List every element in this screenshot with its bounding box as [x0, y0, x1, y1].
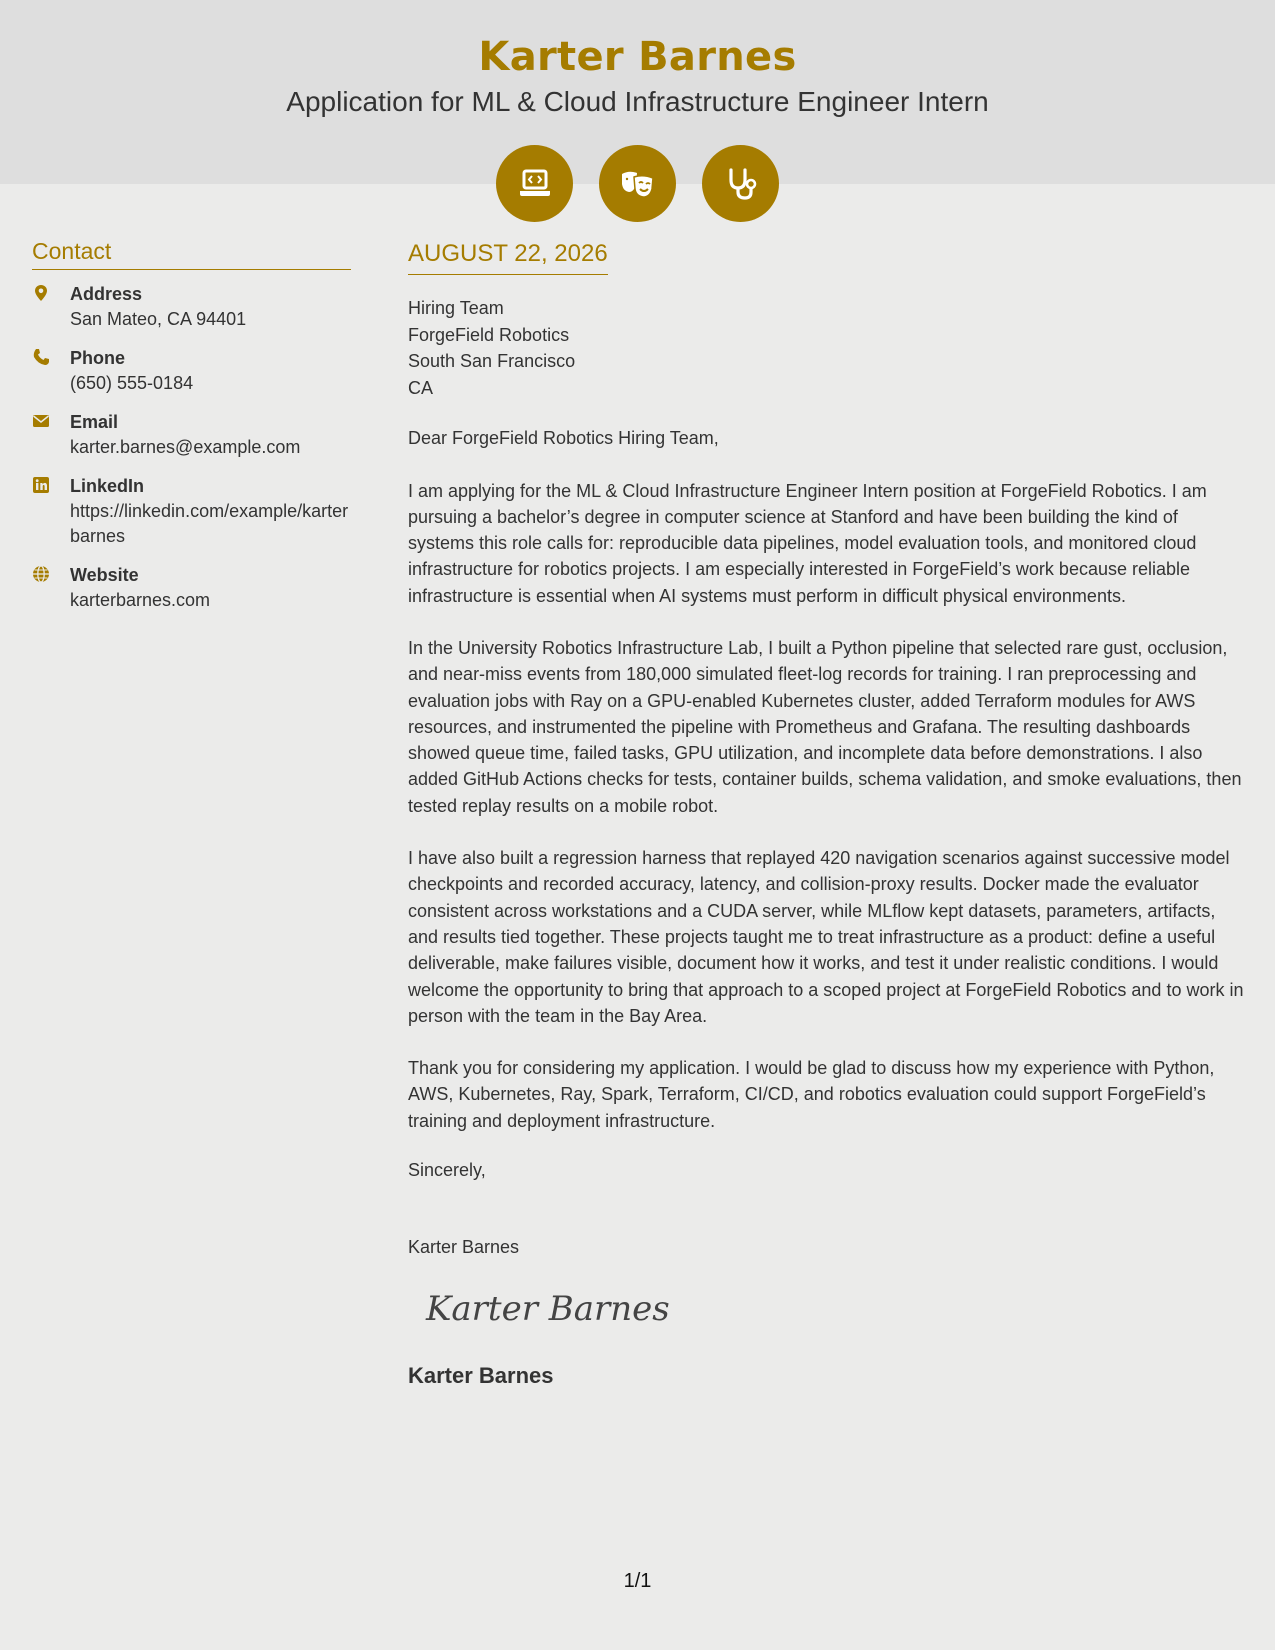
recipient-line: South San Francisco: [408, 351, 576, 371]
stethoscope-icon: [702, 145, 779, 222]
closing: Sincerely,: [408, 1160, 486, 1181]
website-value[interactable]: karterbarnes.com: [70, 590, 211, 610]
interest-icons: [496, 145, 779, 223]
recipient-line: ForgeField Robotics: [408, 324, 570, 345]
recipient-line: Hiring Team: [408, 298, 504, 318]
phone-value: (650) 555-0184: [70, 373, 194, 393]
email-value[interactable]: karter.barnes@example.com: [70, 437, 301, 457]
contact-sidebar: [32, 238, 351, 627]
signature-text: Karter Barnes: [426, 1289, 670, 1330]
phone-label: Phone: [70, 348, 126, 368]
envelope-icon: [32, 410, 70, 460]
body-paragraph: Thank you for considering my application. I would be glad to discuss how my experience with Python, AWS, Kubernetes, Ray, Spark, Terraform, CI/CD, and robotics evaluation could support ForgeField’s training and deployment infrastructure.: [408, 1058, 1215, 1131]
sign-off-name: Karter Barnes: [408, 1237, 520, 1258]
handwritten-signature: [422, 1282, 1244, 1337]
map-pin-icon: [32, 282, 70, 332]
email-label: Email: [70, 412, 119, 432]
globe-icon: [32, 563, 70, 613]
website-label: Website: [70, 565, 139, 585]
recipient-line: CA: [408, 377, 434, 398]
phone-icon: [32, 346, 70, 396]
recipient-block: [408, 295, 1244, 401]
applicant-name: Karter Barnes: [478, 34, 797, 80]
laptop-code-icon: [496, 145, 573, 222]
body-paragraph: I am applying for the ML & Cloud Infrastructure Engineer Intern position at ForgeField Robotics. I am pursuing a bachelor’s degree in computer science at Stanford and have been building the kind of systems this role calls for: reproducible data pipelines, model evaluation tools, and monitored cloud infrastructure for robotics projects. I am especially interested in ForgeField’s work because reliable infrastructure is essential when AI systems must perform in difficult physical environments.: [408, 480, 1207, 606]
linkedin-label: LinkedIn: [70, 476, 145, 496]
contact-heading: Contact: [32, 238, 351, 270]
letter-body: [408, 240, 1244, 1389]
contact-phone: [32, 346, 351, 396]
address-value: San Mateo, CA 94401: [70, 309, 247, 329]
body-paragraph: I have also built a regression harness that replayed 420 navigation scenarios against successive model checkpoints and recorded accuracy, latency, and collision-proxy results. Docker made the evaluator consistent across workstations and a CUDA server, while MLflow kept datasets, parameters, artifacts, and results tied together. These projects taught me to treat infrastructure as a product: define a useful deliverable, make failures visible, document how it works, and test it under realistic conditions. I would welcome the opportunity to bring that approach to a scoped project at ForgeField Robotics and to work in person with the team in the Bay Area.: [408, 848, 1244, 1026]
contact-address: [32, 282, 351, 332]
linkedin-icon: [32, 474, 70, 549]
contact-linkedin: [32, 474, 351, 549]
linkedin-value[interactable]: https://linkedin.com/example/karterbarnes: [70, 501, 349, 546]
body-paragraph: In the University Robotics Infrastructure Lab, I built a Python pipeline that selected rare gust, occlusion, and near-miss events from 180,000 simulated fleet-log records for training. I ran preprocessing and evaluation jobs with Ray on a GPU-enabled Kubernetes cluster, added Terraform modules for AWS resources, and instrumented the pipeline with Prometheus and Grafana. The resulting dashboards showed queue time, failed tasks, GPU utilization, and incomplete data before demonstrations. I also added GitHub Actions checks for tests, container builds, schema validation, and smoke evaluations, then tested replay results on a mobile robot.: [408, 637, 1242, 816]
contact-email: [32, 410, 351, 460]
address-label: Address: [70, 284, 143, 304]
theater-masks-icon: [599, 145, 676, 222]
salutation: Dear ForgeField Robotics Hiring Team,: [408, 428, 719, 448]
letter-date: AUGUST 22, 2026: [408, 240, 608, 275]
application-subtitle: Application for ML & Cloud Infrastructure Engineer Intern: [286, 86, 989, 117]
contact-website: [32, 563, 351, 613]
final-name: Karter Barnes: [408, 1363, 554, 1389]
page-number: 1/1: [623, 1570, 652, 1592]
